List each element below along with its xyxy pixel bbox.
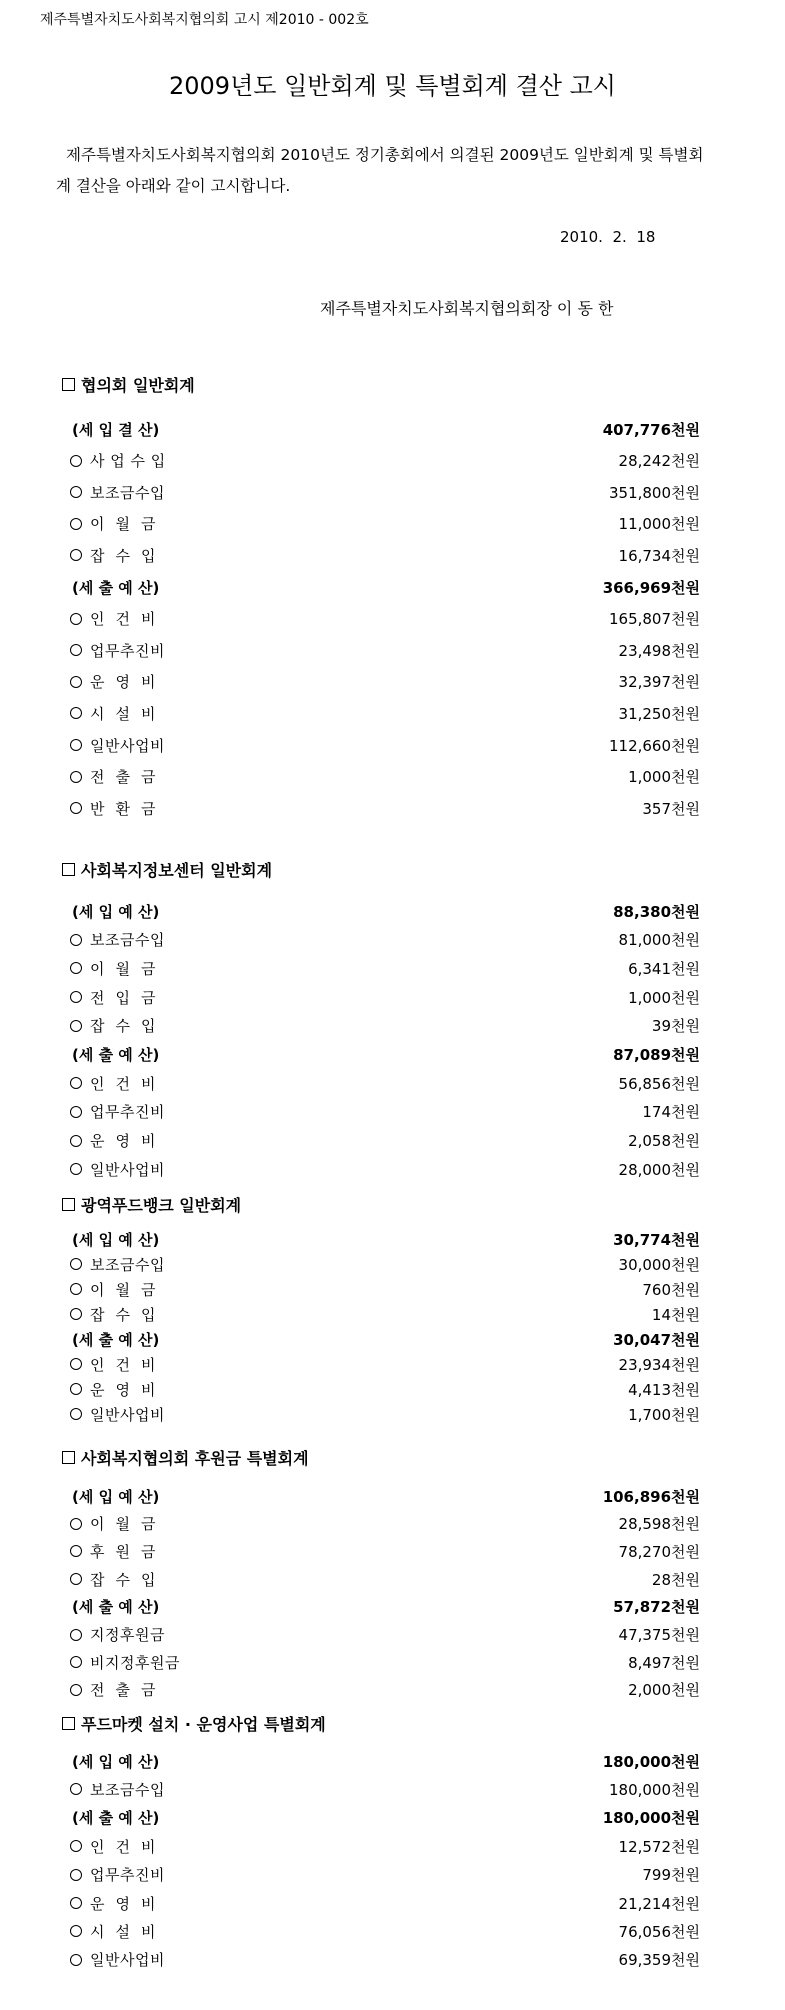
row-label: 이 월 금 — [90, 959, 157, 978]
circle-bullet-icon — [70, 1629, 82, 1641]
budget-item-row — [70, 700, 700, 726]
circle-bullet-icon — [70, 549, 82, 561]
row-amount: 2,000천원 — [628, 1681, 700, 1700]
intro-paragraph: 제주특별자치도사회복지협의회 2010년도 정기총회에서 의결된 2009년도 일반회계 및 특별회계 결산을 아래와 같이 고시합니다. — [56, 146, 704, 195]
row-label: (세 입 결 산) — [72, 420, 160, 439]
section-heading — [62, 858, 272, 881]
row-label: 일반사업비 — [90, 1405, 165, 1424]
budget-item-row — [70, 1511, 700, 1537]
budget-item-row — [70, 542, 700, 568]
budget-item-row — [70, 1776, 700, 1802]
budget-item-row — [70, 1156, 700, 1182]
section-title: 사회복지협의회 후원금 특별회계 — [81, 1449, 309, 1468]
row-amount: 69,359천원 — [618, 1951, 700, 1970]
budget-item-row — [70, 1351, 700, 1377]
budget-item-row — [70, 1622, 700, 1648]
row-amount: 106,896천원 — [602, 1487, 700, 1506]
budget-item-row — [70, 1099, 700, 1125]
row-label: 후 원 금 — [90, 1542, 157, 1561]
circle-bullet-icon — [70, 962, 82, 974]
row-amount: 799천원 — [642, 1866, 700, 1885]
budget-item-row — [70, 669, 700, 695]
checkbox-square-icon — [62, 863, 75, 876]
circle-bullet-icon — [70, 739, 82, 751]
budget-item-row — [70, 955, 700, 981]
row-label: 일반사업비 — [90, 1951, 165, 1970]
circle-bullet-icon — [70, 1684, 82, 1696]
budget-group-row — [70, 416, 700, 442]
row-amount: 78,270천원 — [618, 1542, 700, 1561]
budget-item-row — [70, 984, 700, 1010]
section-title: 푸드마켓 설치 · 운영사업 특별회계 — [81, 1715, 326, 1734]
row-label: 운 영 비 — [90, 673, 157, 692]
budget-group-row — [70, 1226, 700, 1252]
budget-item-row — [70, 1128, 700, 1154]
budget-item-row — [70, 1070, 700, 1096]
circle-bullet-icon — [70, 644, 82, 656]
budget-group-row — [70, 1805, 700, 1831]
budget-item-row — [70, 1862, 700, 1888]
circle-bullet-icon — [70, 991, 82, 1003]
row-amount: 112,660천원 — [608, 736, 700, 755]
circle-bullet-icon — [70, 1308, 82, 1320]
row-label: (세 입 예 산) — [72, 1752, 160, 1771]
row-label: 운 영 비 — [90, 1380, 157, 1399]
circle-bullet-icon — [70, 1106, 82, 1118]
budget-item-row — [70, 606, 700, 632]
signer: 제주특별자치도사회복지협의회장 이 동 한 — [320, 299, 614, 318]
row-label: (세 출 예 산) — [72, 1809, 160, 1828]
row-label: 보조금수입 — [90, 1255, 165, 1274]
row-amount: 87,089천원 — [613, 1046, 700, 1064]
budget-item-row — [70, 1566, 700, 1592]
row-label: (세 입 예 산) — [72, 902, 160, 921]
row-amount: 57,872천원 — [613, 1598, 700, 1617]
circle-bullet-icon — [70, 1077, 82, 1089]
checkbox-square-icon — [62, 1451, 75, 1464]
row-amount: 1,000천원 — [628, 768, 700, 787]
row-label: 운 영 비 — [90, 1132, 157, 1151]
circle-bullet-icon — [70, 1358, 82, 1370]
row-amount: 39천원 — [651, 1017, 700, 1036]
row-amount: 14천원 — [651, 1305, 700, 1324]
circle-bullet-icon — [70, 1383, 82, 1395]
budget-item-row — [70, 1649, 700, 1675]
row-amount: 47,375천원 — [618, 1626, 700, 1644]
circle-bullet-icon — [70, 518, 82, 530]
circle-bullet-icon — [70, 771, 82, 783]
budget-item-row — [70, 1538, 700, 1564]
row-amount: 12,572천원 — [618, 1837, 700, 1856]
row-amount: 180,000천원 — [602, 1752, 700, 1771]
row-amount: 30,000천원 — [618, 1255, 700, 1274]
section-heading — [62, 373, 195, 396]
row-amount: 81,000천원 — [618, 931, 700, 950]
row-amount: 32,397천원 — [618, 673, 700, 692]
budget-group-row — [70, 1594, 700, 1620]
row-label: 이 월 금 — [90, 515, 157, 534]
row-label: 일반사업비 — [90, 736, 165, 755]
circle-bullet-icon — [70, 802, 82, 814]
row-label: 지정후원금 — [90, 1626, 165, 1644]
row-amount: 23,498천원 — [618, 641, 700, 660]
row-amount: 88,380천원 — [613, 902, 700, 921]
budget-item-row — [70, 1276, 700, 1302]
circle-bullet-icon — [70, 1283, 82, 1295]
row-label: 시 설 비 — [90, 704, 157, 723]
circle-bullet-icon — [70, 934, 82, 946]
row-label: 잡 수 입 — [90, 1305, 157, 1324]
row-label: 반 환 금 — [90, 799, 157, 818]
row-amount: 6,341천원 — [628, 959, 700, 978]
budget-group-row — [70, 898, 700, 924]
row-label: 전 출 금 — [90, 1681, 157, 1700]
circle-bullet-icon — [70, 1135, 82, 1147]
row-amount: 351,800천원 — [608, 483, 700, 502]
row-label: (세 출 예 산) — [72, 1598, 160, 1617]
notice-date: 2010. 2. 18 — [560, 228, 656, 246]
budget-item-row — [70, 448, 700, 474]
budget-item-row — [70, 1013, 700, 1039]
circle-bullet-icon — [70, 1954, 82, 1966]
circle-bullet-icon — [70, 1020, 82, 1032]
row-label: 인 건 비 — [90, 610, 157, 629]
row-amount: 30,774천원 — [613, 1230, 700, 1249]
row-label: 인 건 비 — [90, 1074, 157, 1093]
circle-bullet-icon — [70, 455, 82, 467]
row-label: (세 출 예 산) — [72, 1330, 160, 1349]
row-amount: 165,807천원 — [608, 610, 700, 629]
section-title: 사회복지정보센터 일반회계 — [81, 861, 273, 880]
circle-bullet-icon — [70, 1258, 82, 1270]
row-label: 잡 수 입 — [90, 546, 157, 565]
row-amount: 21,214천원 — [618, 1894, 700, 1913]
row-amount: 31,250천원 — [618, 704, 700, 723]
row-label: 업무추진비 — [90, 1866, 165, 1885]
row-label: 비지정후원금 — [90, 1653, 180, 1672]
row-amount: 30,047천원 — [613, 1330, 700, 1349]
row-label: 인 건 비 — [90, 1837, 157, 1856]
row-amount: 407,776천원 — [602, 420, 700, 439]
section-heading — [62, 1193, 241, 1216]
row-label: 운 영 비 — [90, 1894, 157, 1913]
row-label: 전 출 금 — [90, 768, 157, 787]
circle-bullet-icon — [70, 613, 82, 625]
row-amount: 357천원 — [642, 799, 700, 818]
budget-item-row — [70, 1401, 700, 1427]
checkbox-square-icon — [62, 1717, 75, 1730]
row-amount: 28,242천원 — [618, 452, 700, 471]
budget-group-row — [70, 574, 700, 600]
circle-bullet-icon — [70, 1897, 82, 1909]
row-amount: 366,969천원 — [602, 578, 700, 597]
row-label: 잡 수 입 — [90, 1570, 157, 1589]
row-amount: 28천원 — [651, 1570, 700, 1589]
budget-item-row — [70, 1918, 700, 1944]
row-amount: 28,000천원 — [618, 1160, 700, 1179]
section-title: 협의회 일반회계 — [81, 376, 195, 395]
row-label: (세 출 예 산) — [72, 578, 160, 597]
row-label: 보조금수입 — [90, 931, 165, 950]
row-label: 보조금수입 — [90, 1780, 165, 1799]
budget-group-row — [70, 1748, 700, 1774]
section-heading — [62, 1446, 309, 1469]
budget-item-row — [70, 1947, 700, 1973]
budget-group-row — [70, 1042, 700, 1068]
page-title: 2009년도 일반회계 및 특별회계 결산 고시 — [169, 72, 616, 100]
row-amount: 1,700천원 — [628, 1405, 700, 1424]
section-title: 광역푸드뱅크 일반회계 — [81, 1196, 242, 1215]
budget-item-row — [70, 479, 700, 505]
row-amount: 760천원 — [642, 1280, 700, 1299]
row-label: 보조금수입 — [90, 483, 165, 502]
row-amount: 16,734천원 — [618, 546, 700, 565]
row-label: 일반사업비 — [90, 1160, 165, 1179]
notice-number: 제주특별자치도사회복지협의회 고시 제2010 - 002호 — [40, 12, 369, 28]
row-amount: 1,000천원 — [628, 988, 700, 1007]
circle-bullet-icon — [70, 1869, 82, 1881]
circle-bullet-icon — [70, 1163, 82, 1175]
budget-item-row — [70, 732, 700, 758]
circle-bullet-icon — [70, 676, 82, 688]
row-label: 업무추진비 — [90, 1103, 165, 1122]
checkbox-square-icon — [62, 378, 75, 391]
row-label: 잡 수 입 — [90, 1017, 157, 1036]
budget-item-row — [70, 927, 700, 953]
circle-bullet-icon — [70, 1840, 82, 1852]
circle-bullet-icon — [70, 1783, 82, 1795]
checkbox-square-icon — [62, 1198, 75, 1211]
row-label: 시 설 비 — [90, 1922, 157, 1941]
budget-item-row — [70, 764, 700, 790]
row-amount: 2,058천원 — [628, 1132, 700, 1151]
row-amount: 8,497천원 — [628, 1653, 700, 1672]
row-amount: 11,000천원 — [618, 515, 700, 534]
circle-bullet-icon — [70, 1518, 82, 1530]
row-amount: 23,934천원 — [618, 1355, 700, 1374]
budget-group-row — [70, 1483, 700, 1509]
row-amount: 28,598천원 — [618, 1515, 700, 1534]
row-label: 이 월 금 — [90, 1515, 157, 1534]
circle-bullet-icon — [70, 1545, 82, 1557]
row-label: (세 출 예 산) — [72, 1046, 160, 1064]
budget-item-row — [70, 1833, 700, 1859]
budget-item-row — [70, 1376, 700, 1402]
budget-item-row — [70, 1301, 700, 1327]
section-heading — [62, 1712, 326, 1735]
row-label: (세 입 예 산) — [72, 1487, 160, 1506]
circle-bullet-icon — [70, 707, 82, 719]
row-amount: 4,413천원 — [628, 1380, 700, 1399]
row-label: 인 건 비 — [90, 1355, 157, 1374]
budget-item-row — [70, 511, 700, 537]
row-amount: 76,056천원 — [618, 1922, 700, 1941]
budget-group-row — [70, 1326, 700, 1352]
row-label: (세 입 예 산) — [72, 1230, 160, 1249]
row-amount: 180,000천원 — [602, 1809, 700, 1828]
circle-bullet-icon — [70, 1656, 82, 1668]
row-label: 사 업 수 입 — [90, 452, 166, 471]
row-label: 이 월 금 — [90, 1280, 157, 1299]
circle-bullet-icon — [70, 486, 82, 498]
row-amount: 180,000천원 — [608, 1780, 700, 1799]
row-amount: 56,856천원 — [618, 1074, 700, 1093]
circle-bullet-icon — [70, 1408, 82, 1420]
budget-item-row — [70, 1890, 700, 1916]
row-label: 전 입 금 — [90, 988, 157, 1007]
budget-item-row — [70, 795, 700, 821]
circle-bullet-icon — [70, 1573, 82, 1585]
budget-item-row — [70, 637, 700, 663]
row-amount: 174천원 — [642, 1103, 700, 1122]
circle-bullet-icon — [70, 1925, 82, 1937]
row-label: 업무추진비 — [90, 641, 165, 660]
budget-item-row — [70, 1251, 700, 1277]
budget-item-row — [70, 1677, 700, 1703]
